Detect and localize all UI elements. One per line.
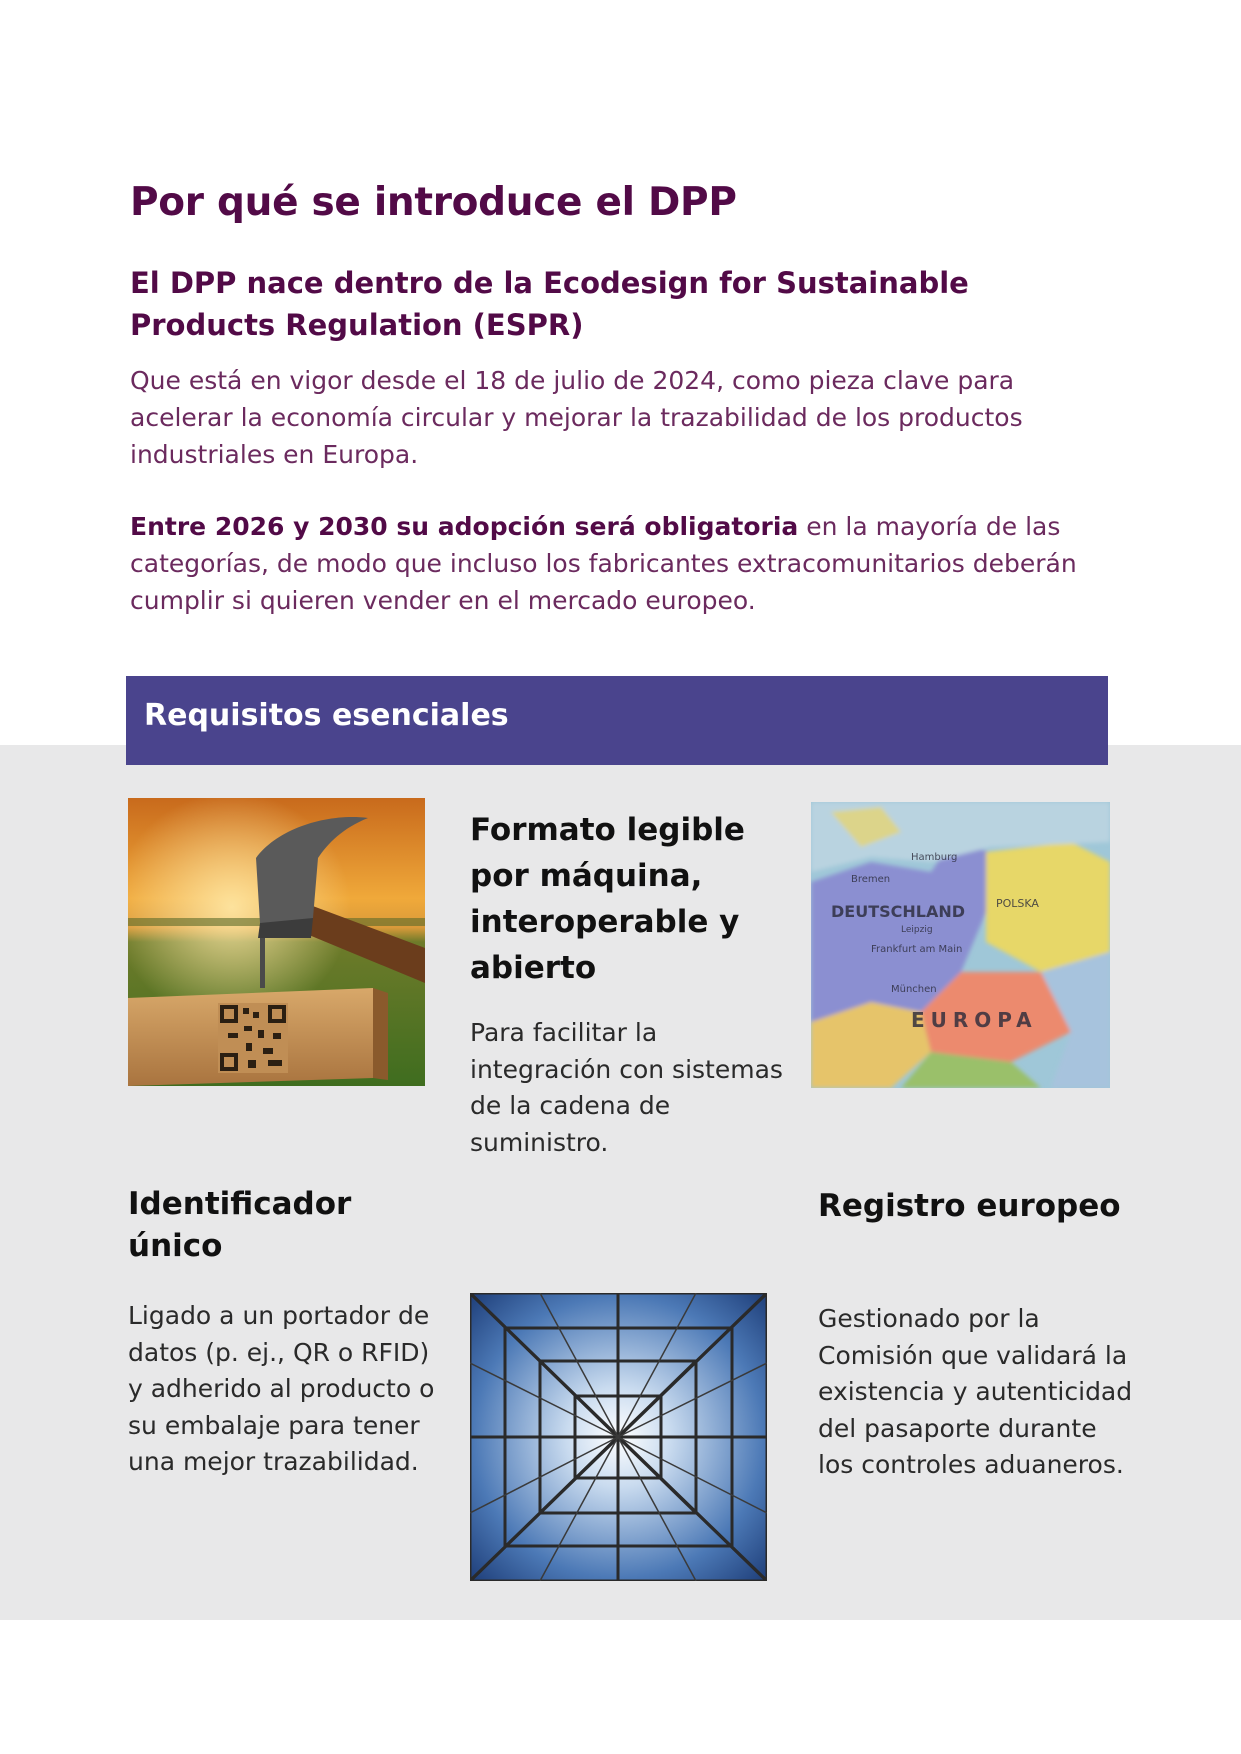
europe-map-image: [811, 802, 1110, 1088]
map-label-country: DEUTSCHLAND: [831, 902, 966, 921]
intro-emphasis: Entre 2026 y 2030 su adopción será obligatoria: [130, 512, 799, 541]
map-label-city5: Leipzig: [901, 925, 933, 935]
map-label-country2: POLSKA: [996, 897, 1039, 910]
power-tower-image: [470, 1293, 767, 1581]
intro-paragraph-2: [130, 508, 1100, 619]
feature-title-identificador: Identificador único: [128, 1186, 352, 1264]
map-label-region: EUROPA: [911, 1008, 1038, 1032]
map-label-city2: Frankfurt am Main: [871, 944, 963, 955]
feature-title-registro: Registro europeo: [818, 1188, 1121, 1224]
intro-paragraph-2-text: en la mayoría de las categorías, de modo que incluso los fabricantes extracomunitarios deberán cumplir si quieren vender en el mercado europeo.: [130, 512, 1077, 615]
map-label-city1: Hamburg: [911, 852, 958, 863]
section-subtitle: El DPP nace dentro de la Ecodesign for Sustainable Products Regulation (ESPR): [130, 266, 969, 342]
feature-text-formato: Para facilitar la integración con sistemas de la cadena de suministro.: [470, 1018, 783, 1157]
feature-text-identificador: Ligado a un portador de datos (p. ej., QR o RFID) y adherido al producto o su embalaje para tener una mejor trazabilidad.: [128, 1301, 435, 1476]
feature-text-registro: Gestionado por la Comisión que validará la existencia y autenticidad del pasaporte durante los controles aduaneros.: [818, 1304, 1133, 1479]
intro-paragraph-1: Que está en vigor desde el 18 de julio de 2024, como pieza clave para acelerar la economía circular y mejorar la trazabilidad de los productos industriales en Europa.: [130, 366, 1023, 469]
map-label-city4: Bremen: [851, 874, 891, 885]
map-label-city3: München: [891, 984, 937, 995]
requirements-banner-title: Requisitos esenciales: [144, 698, 509, 733]
hammer-qr-image: [128, 798, 425, 1086]
requirements-banner: [126, 676, 1108, 765]
page-title: Por qué se introduce el DPP: [130, 180, 737, 225]
feature-title-formato: Formato legible por máquina, interoperable y abierto: [470, 812, 745, 986]
